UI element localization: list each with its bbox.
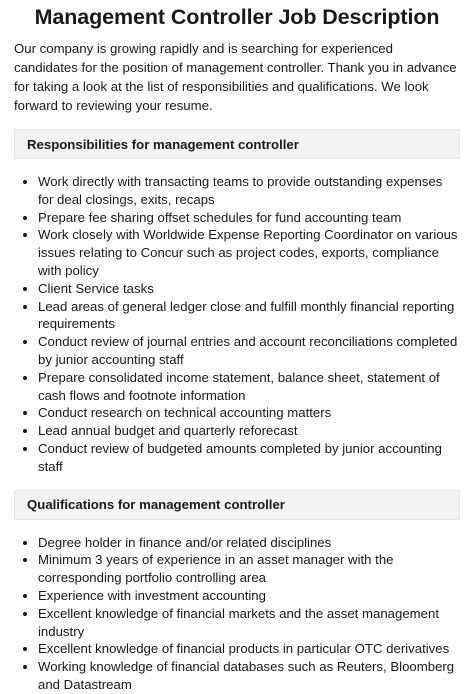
responsibility-item: • Conduct review of budgeted amounts completed by junior accounting staff — [38, 440, 460, 476]
qualification-item: • Excellent knowledge of financial products in particular OTC derivatives — [38, 640, 460, 658]
qualifications-list — [14, 534, 460, 694]
responsibility-item: • Lead annual budget and quarterly reforecast — [38, 422, 460, 440]
responsibility-item: • Lead areas of general ledger close and fulfill monthly financial reporting requirements — [38, 298, 460, 334]
responsibilities-list — [14, 173, 460, 476]
responsibilities-header: Responsibilities for management controller — [14, 129, 460, 159]
qualification-item: • Degree holder in finance and/or related disciplines — [38, 534, 460, 552]
responsibility-item: • Work closely with Worldwide Expense Reporting Coordinator on various issues relating to Concur such as project codes, exports, compliance with policy — [38, 226, 460, 279]
qualification-item: • Working knowledge of financial databases such as Reuters, Bloomberg and Datastream — [38, 658, 460, 694]
page-title: Management Controller Job Description — [34, 5, 440, 29]
responsibility-item: • Prepare consolidated income statement, balance sheet, statement of cash flows and footnote information — [38, 369, 460, 405]
responsibility-item: • Client Service tasks — [38, 280, 460, 298]
responsibility-item: • Prepare fee sharing offset schedules for fund accounting team — [38, 209, 460, 227]
qualification-item: • Minimum 3 years of experience in an asset manager with the corresponding portfolio controlling area — [38, 551, 460, 587]
qualification-item: • Excellent knowledge of financial markets and the asset management industry — [38, 605, 460, 641]
responsibility-item: • Conduct review of journal entries and account reconciliations completed by junior accounting staff — [38, 333, 460, 369]
responsibility-item: • Conduct research on technical accounting matters — [38, 404, 460, 422]
intro-paragraph: Our company is growing rapidly and is searching for experienced candidates for the position of management controller. Thank you in advance for taking a look at the list of responsibilities and qualifications. We look forward to reviewing your resume. — [14, 41, 457, 113]
responsibility-item: • Work directly with transacting teams to provide outstanding expenses for deal closings, exits, recaps — [38, 173, 460, 209]
qualification-item: • Experience with investment accounting — [38, 587, 460, 605]
qualifications-header: Qualifications for management controller — [14, 490, 460, 520]
